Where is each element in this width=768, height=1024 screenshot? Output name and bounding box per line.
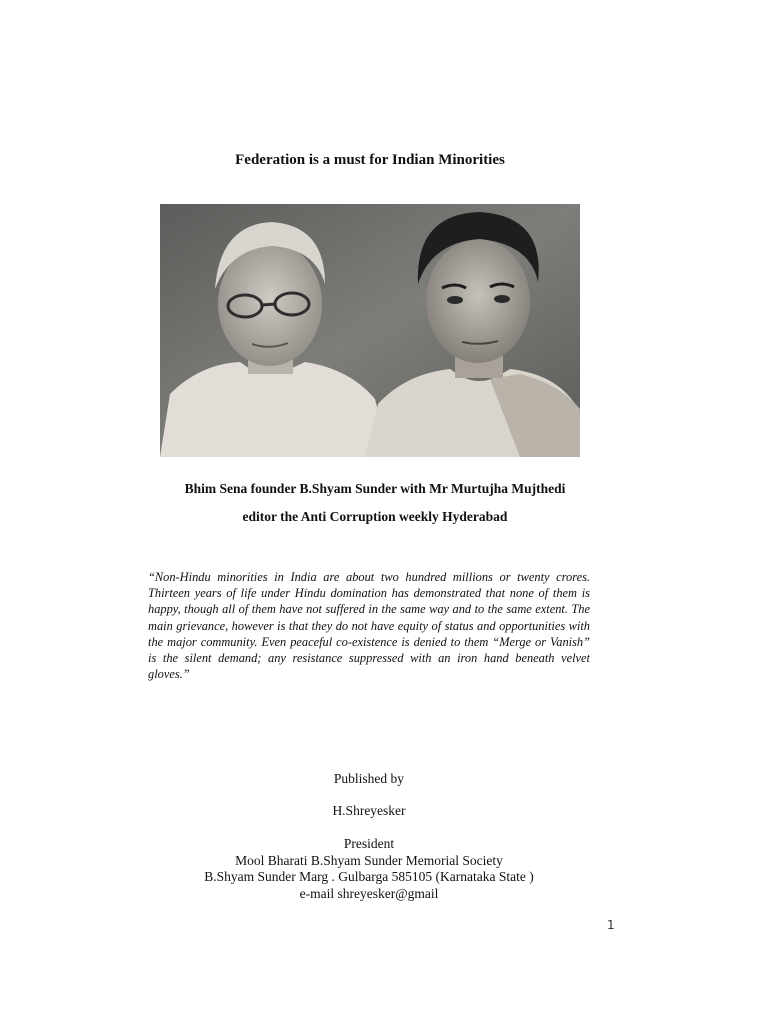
quote-paragraph: “Non-Hindu minorities in India are about two hundred millions or twenty crores. Thirteen years of life under Hindu domination has demonstrated that none of them is happy, though all of them have not suffered in the same way and to the same extent. The main grievance, however is that they do not have equity of status and opportunities with the major community. Even peaceful co-existence is denied to them “Merge or Vanish” is the silent demand; any resistance suppressed with an iron hand beneath velvet gloves.” (148, 570, 590, 682)
page-number: 1 (607, 918, 615, 932)
society-name: Mool Bharati B.Shyam Sunder Memorial Society (235, 852, 503, 868)
photo-caption-line-2: editor the Anti Corruption weekly Hyderabad (242, 509, 508, 524)
society-address: B.Shyam Sunder Marg . Gulbarga 585105 (Karnataka State ) (204, 869, 534, 884)
portrait-photo (160, 204, 580, 457)
publisher-details (0, 836, 738, 902)
published-by-label: Published by (333, 771, 405, 786)
contact-email: e-mail shreyesker@gmail (299, 885, 439, 901)
portrait-photo-image (160, 204, 580, 457)
publisher-title: President (343, 836, 395, 851)
document-title: Federation is a must for Indian Minorities (235, 152, 505, 168)
publisher-name: H.Shreyesker (332, 803, 406, 818)
photo-caption-line-1: Bhim Sena founder B.Shyam Sunder with Mr Murtujha Mujthedi (184, 481, 566, 496)
